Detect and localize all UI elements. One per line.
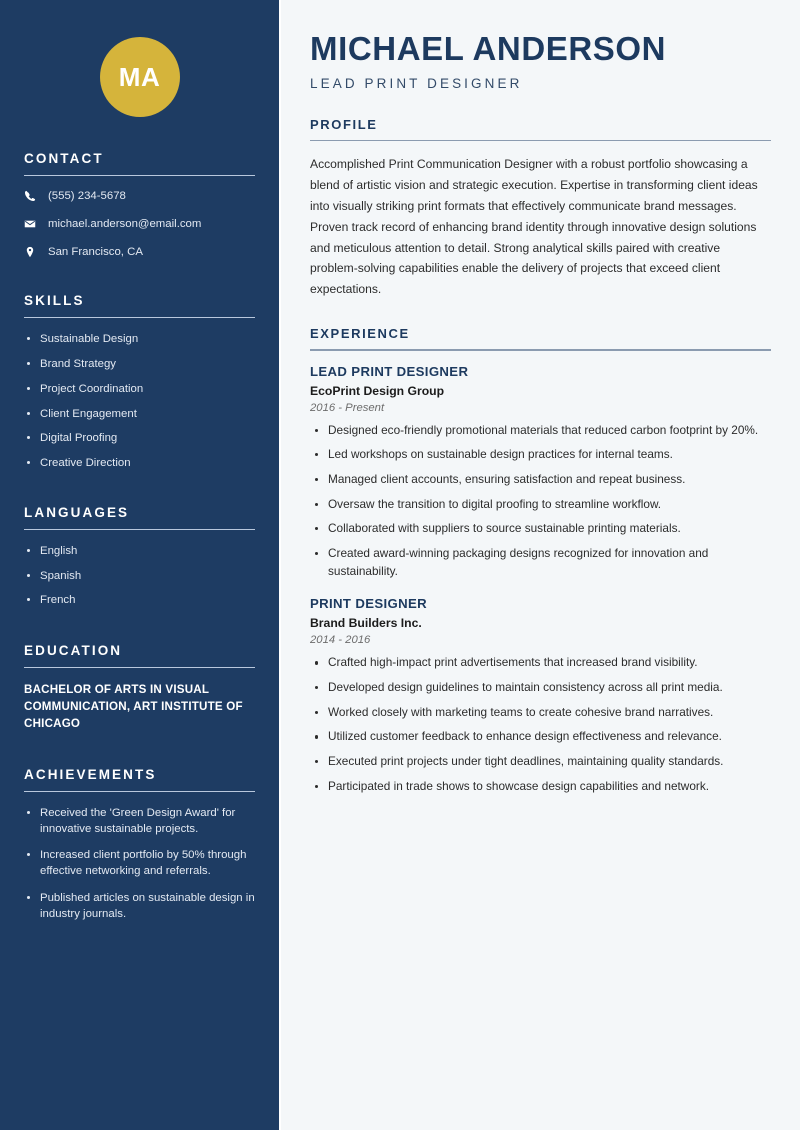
experience-company: EcoPrint Design Group	[310, 383, 445, 398]
list-item: Collaborated with suppliers to source sustainable printing materials.	[310, 520, 771, 538]
avatar: MA	[100, 37, 180, 117]
list-item: Increased client portfolio by 50% through effective networking and referrals.	[24, 847, 255, 879]
languages-list	[24, 543, 255, 609]
experience-bullet-list	[310, 422, 771, 581]
experience-entry	[310, 364, 771, 581]
contact-email-value: michael.anderson@email.com	[48, 217, 202, 230]
experience-entry	[310, 596, 771, 795]
list-item: Project Coordination	[24, 381, 255, 397]
contact-item-location[interactable]	[24, 245, 255, 260]
list-item: Designed eco-friendly promotional materials that reduced carbon footprint by 20%.	[310, 422, 771, 440]
contact-phone-value: (555) 234-5678	[48, 190, 126, 202]
list-item: Sustainable Design	[24, 331, 255, 347]
section-experience	[310, 326, 771, 795]
list-item: Developed design guidelines to maintain consistency across all print media.	[310, 679, 771, 697]
profile-text: Accomplished Print Communication Designer with a robust portfolio showcasing a blend of artistic vision and strategic execution. Expertise in transforming client ideas into visually striking print formats that effectively communicate brand messages. Proven track record of enhancing brand identity through innovative design solutions and meticulous attention to detail. Strong analytical skills paired with creative problem-solving capabilities enable the delivery of projects that exceed client expectations.	[310, 157, 758, 297]
section-profile	[310, 117, 771, 300]
page-title: MICHAEL ANDERSON	[310, 30, 667, 67]
contact-item-email[interactable]	[24, 217, 255, 232]
list-item: Oversaw the transition to digital proofing to streamline workflow.	[310, 496, 771, 514]
contact-divider	[24, 175, 255, 176]
achievements-divider	[24, 791, 255, 792]
experience-dates: 2016 - Present	[310, 401, 385, 414]
list-item: Managed client accounts, ensuring satisfaction and repeat business.	[310, 471, 771, 489]
sidebar	[0, 0, 279, 1130]
languages-heading: LANGUAGES	[24, 505, 130, 521]
list-item: Published articles on sustainable design in industry journals.	[24, 890, 255, 922]
map-pin-icon	[24, 246, 41, 258]
education-degree: BACHELOR OF ARTS IN VISUAL COMMUNICATION, ART INSTITUTE OF CHICAGO	[24, 682, 243, 731]
sidebar-section-contact	[24, 151, 255, 259]
list-item: Client Engagement	[24, 406, 255, 422]
list-item: Participated in trade shows to showcase design capabilities and network.	[310, 778, 771, 796]
list-item: Utilized customer feedback to enhance design effectiveness and relevance.	[310, 728, 771, 746]
list-item: Spanish	[24, 568, 255, 584]
experience-heading: EXPERIENCE	[310, 326, 410, 342]
achievements-heading: ACHIEVEMENTS	[24, 766, 157, 782]
experience-bullet-list	[310, 654, 771, 795]
contact-item-phone[interactable]	[24, 189, 255, 204]
sidebar-section-achievements	[24, 767, 255, 922]
list-item: Created award-winning packaging designs recognized for innovation and sustainability.	[310, 545, 771, 580]
list-item: Brand Strategy	[24, 356, 255, 372]
envelope-icon	[24, 218, 41, 230]
experience-divider	[310, 349, 771, 351]
sidebar-section-education	[24, 643, 255, 733]
list-item: Creative Direction	[24, 455, 255, 471]
sidebar-section-skills	[24, 293, 255, 471]
avatar-container	[0, 0, 279, 117]
list-item: Worked closely with marketing teams to create cohesive brand narratives.	[310, 704, 771, 722]
main-content	[279, 0, 800, 1130]
list-item: Led workshops on sustainable design practices for internal teams.	[310, 446, 771, 464]
sidebar-section-languages	[24, 505, 255, 609]
experience-role: LEAD PRINT DESIGNER	[310, 363, 469, 379]
contact-location-value: San Francisco, CA	[48, 245, 143, 258]
education-divider	[24, 667, 255, 668]
profile-heading: PROFILE	[310, 116, 378, 132]
list-item: Received the 'Green Design Award' for innovative sustainable projects.	[24, 805, 255, 837]
experience-dates: 2014 - 2016	[310, 634, 371, 647]
experience-company: Brand Builders Inc.	[310, 616, 422, 631]
list-item: Digital Proofing	[24, 430, 255, 446]
languages-divider	[24, 529, 255, 530]
experience-role: PRINT DESIGNER	[310, 596, 428, 612]
profile-divider	[310, 140, 771, 142]
list-item: English	[24, 543, 255, 559]
skills-list	[24, 331, 255, 471]
achievements-list	[24, 805, 255, 922]
header-job-title: LEAD PRINT DESIGNER	[310, 75, 523, 91]
education-heading: EDUCATION	[24, 642, 123, 658]
list-item: Executed print projects under tight deadlines, maintaining quality standards.	[310, 753, 771, 771]
skills-heading: SKILLS	[24, 293, 85, 309]
list-item: Crafted high-impact print advertisements that increased brand visibility.	[310, 654, 771, 672]
contact-list	[24, 189, 255, 259]
phone-icon	[24, 190, 41, 202]
contact-heading: CONTACT	[24, 151, 104, 166]
sidebar-sections	[0, 151, 279, 922]
skills-divider	[24, 317, 255, 318]
list-item: French	[24, 592, 255, 608]
